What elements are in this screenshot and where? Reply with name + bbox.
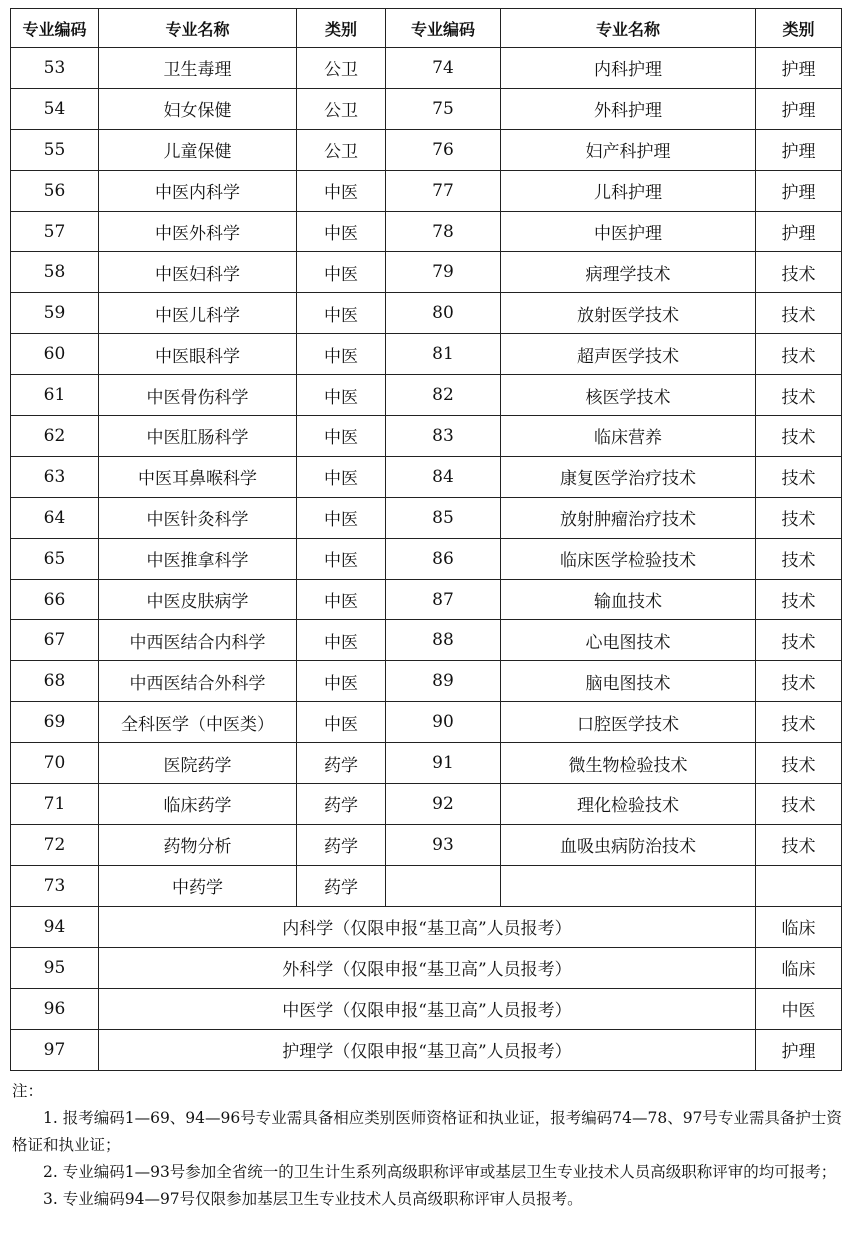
cell-right-category: 技术 [756,538,842,579]
table-row [11,211,842,252]
cell-right-code: 91 [386,743,501,784]
cell-left-name: 中医妇科学 [99,252,297,293]
cell-left-name: 中医内科学 [99,170,297,211]
table-row [11,784,842,825]
cell-left-name: 中西医结合外科学 [99,661,297,702]
cell-category: 护理 [756,1029,842,1070]
cell-right-category: 技术 [756,824,842,865]
cell-right-code: 85 [386,497,501,538]
cell-left-name: 全科医学（中医类） [99,702,297,743]
header-name-left: 专业名称 [99,9,297,48]
cell-left-code: 66 [11,579,99,620]
cell-right-name: 临床营养 [501,416,756,457]
cell-right-name: 核医学技术 [501,375,756,416]
notes-label: 注： [12,1082,44,1100]
cell-right-category: 技术 [756,416,842,457]
cell-left-category: 中医 [297,375,386,416]
cell-left-name: 中医外科学 [99,211,297,252]
cell-left-name: 中医推拿科学 [99,538,297,579]
cell-right-code [386,865,501,906]
cell-code: 97 [11,1029,99,1070]
cell-name: 护理学（仅限申报“基卫高”人员报考） [99,1029,756,1070]
cell-left-code: 56 [11,170,99,211]
cell-right-category: 护理 [756,129,842,170]
table-body [11,48,842,1071]
cell-left-code: 65 [11,538,99,579]
cell-right-category: 技术 [756,702,842,743]
cell-left-name: 药物分析 [99,824,297,865]
cell-left-category: 中医 [297,170,386,211]
table-row-wide [11,906,842,947]
cell-left-category: 中医 [297,252,386,293]
table-row [11,497,842,538]
cell-left-code: 69 [11,702,99,743]
note-item: 3. 专业编码94—97号仅限参加基层卫生专业技术人员高级职称评审人员报考。 [43,1190,583,1208]
table-row [11,416,842,457]
cell-left-category: 药学 [297,743,386,784]
cell-right-name: 外科护理 [501,88,756,129]
table-row [11,702,842,743]
table-row-wide [11,1029,842,1070]
cell-left-name: 临床药学 [99,784,297,825]
cell-left-category: 中医 [297,334,386,375]
cell-name: 外科学（仅限申报“基卫高”人员报考） [99,947,756,988]
table-row [11,538,842,579]
cell-right-category: 技术 [756,497,842,538]
table-row [11,375,842,416]
cell-left-name: 医院药学 [99,743,297,784]
table-row [11,48,842,89]
cell-left-category: 中医 [297,456,386,497]
cell-right-category: 技术 [756,579,842,620]
cell-right-name: 放射医学技术 [501,293,756,334]
cell-right-category: 护理 [756,48,842,89]
cell-right-code: 77 [386,170,501,211]
cell-right-category: 技术 [756,661,842,702]
cell-left-category: 中医 [297,497,386,538]
cell-left-code: 53 [11,48,99,89]
cell-left-name: 儿童保健 [99,129,297,170]
cell-right-category: 技术 [756,784,842,825]
cell-left-category: 中医 [297,416,386,457]
table-row [11,620,842,661]
cell-category: 临床 [756,947,842,988]
cell-left-name: 卫生毒理 [99,48,297,89]
table-row [11,88,842,129]
cell-right-code: 75 [386,88,501,129]
table-row [11,579,842,620]
cell-left-code: 59 [11,293,99,334]
cell-left-category: 中医 [297,538,386,579]
cell-left-code: 58 [11,252,99,293]
table-row [11,824,842,865]
cell-right-category: 技术 [756,252,842,293]
cell-right-category: 技术 [756,334,842,375]
table-row [11,252,842,293]
cell-right-code: 86 [386,538,501,579]
cell-category: 中医 [756,988,842,1029]
cell-right-name: 放射肿瘤治疗技术 [501,497,756,538]
header-category-right: 类别 [756,9,842,48]
header-code-left: 专业编码 [11,9,99,48]
cell-right-category: 护理 [756,211,842,252]
table-header-row [11,9,842,48]
cell-left-code: 73 [11,865,99,906]
cell-right-code: 81 [386,334,501,375]
cell-category: 临床 [756,906,842,947]
cell-right-name: 血吸虫病防治技术 [501,824,756,865]
cell-right-code: 78 [386,211,501,252]
cell-name: 中医学（仅限申报“基卫高”人员报考） [99,988,756,1029]
header-code-right: 专业编码 [386,9,501,48]
cell-left-name: 中医耳鼻喉科学 [99,456,297,497]
cell-right-code: 88 [386,620,501,661]
cell-code: 95 [11,947,99,988]
cell-code: 96 [11,988,99,1029]
cell-right-name [501,865,756,906]
table-row [11,129,842,170]
cell-right-code: 90 [386,702,501,743]
cell-right-category: 技术 [756,375,842,416]
cell-left-code: 57 [11,211,99,252]
table-row [11,661,842,702]
cell-right-code: 79 [386,252,501,293]
cell-right-code: 82 [386,375,501,416]
cell-left-category: 药学 [297,865,386,906]
cell-left-category: 公卫 [297,88,386,129]
cell-right-code: 80 [386,293,501,334]
cell-right-name: 超声医学技术 [501,334,756,375]
cell-right-category: 护理 [756,88,842,129]
cell-right-code: 92 [386,784,501,825]
cell-right-category: 技术 [756,293,842,334]
cell-right-code: 87 [386,579,501,620]
cell-right-category: 技术 [756,456,842,497]
cell-left-category: 中医 [297,702,386,743]
cell-right-name: 内科护理 [501,48,756,89]
cell-left-code: 62 [11,416,99,457]
cell-left-code: 55 [11,129,99,170]
table-row-wide [11,947,842,988]
cell-right-category [756,865,842,906]
cell-right-name: 中医护理 [501,211,756,252]
table-row [11,170,842,211]
cell-name: 内科学（仅限申报“基卫高”人员报考） [99,906,756,947]
cell-right-code: 93 [386,824,501,865]
cell-right-code: 89 [386,661,501,702]
table-row [11,865,842,906]
cell-left-code: 54 [11,88,99,129]
cell-code: 94 [11,906,99,947]
cell-left-name: 妇女保健 [99,88,297,129]
cell-right-name: 妇产科护理 [501,129,756,170]
cell-left-name: 中医针灸科学 [99,497,297,538]
cell-right-name: 临床医学检验技术 [501,538,756,579]
cell-left-code: 67 [11,620,99,661]
cell-left-category: 公卫 [297,129,386,170]
cell-left-category: 中医 [297,620,386,661]
table-row [11,743,842,784]
cell-left-code: 70 [11,743,99,784]
cell-left-name: 中药学 [99,865,297,906]
specialty-table [10,8,842,1071]
cell-left-category: 中医 [297,293,386,334]
cell-left-name: 中医肛肠科学 [99,416,297,457]
cell-left-name: 中医眼科学 [99,334,297,375]
cell-right-name: 微生物检验技术 [501,743,756,784]
cell-left-name: 中医儿科学 [99,293,297,334]
cell-left-code: 68 [11,661,99,702]
cell-right-name: 输血技术 [501,579,756,620]
cell-left-code: 72 [11,824,99,865]
cell-left-name: 中医皮肤病学 [99,579,297,620]
cell-right-name: 心电图技术 [501,620,756,661]
cell-right-code: 84 [386,456,501,497]
cell-right-name: 脑电图技术 [501,661,756,702]
notes-section [12,1078,842,1213]
cell-left-code: 71 [11,784,99,825]
note-item: 1. 报考编码1—69、94—96号专业需具备相应类别医师资格证和执业证，报考编码74—78、97号专业需具备护士资格证和执业证； [12,1109,842,1154]
cell-right-name: 理化检验技术 [501,784,756,825]
cell-right-code: 74 [386,48,501,89]
cell-left-code: 60 [11,334,99,375]
cell-right-name: 儿科护理 [501,170,756,211]
cell-left-category: 中医 [297,579,386,620]
cell-left-category: 中医 [297,211,386,252]
table-row-wide [11,988,842,1029]
note-item: 2. 专业编码1—93号参加全省统一的卫生计生系列高级职称评审或基层卫生专业技术人员高级职称评审的均可报考； [43,1163,837,1181]
table-row [11,293,842,334]
cell-right-category: 技术 [756,620,842,661]
cell-left-category: 公卫 [297,48,386,89]
cell-right-name: 口腔医学技术 [501,702,756,743]
cell-left-code: 63 [11,456,99,497]
cell-left-name: 中西医结合内科学 [99,620,297,661]
cell-left-code: 61 [11,375,99,416]
cell-left-category: 药学 [297,784,386,825]
cell-right-code: 83 [386,416,501,457]
cell-left-category: 中医 [297,661,386,702]
cell-left-code: 64 [11,497,99,538]
header-category-left: 类别 [297,9,386,48]
cell-left-name: 中医骨伤科学 [99,375,297,416]
cell-right-category: 护理 [756,170,842,211]
table-row [11,456,842,497]
cell-left-category: 药学 [297,824,386,865]
cell-right-name: 康复医学治疗技术 [501,456,756,497]
cell-right-code: 76 [386,129,501,170]
cell-right-name: 病理学技术 [501,252,756,293]
header-name-right: 专业名称 [501,9,756,48]
cell-right-category: 技术 [756,743,842,784]
table-row [11,334,842,375]
